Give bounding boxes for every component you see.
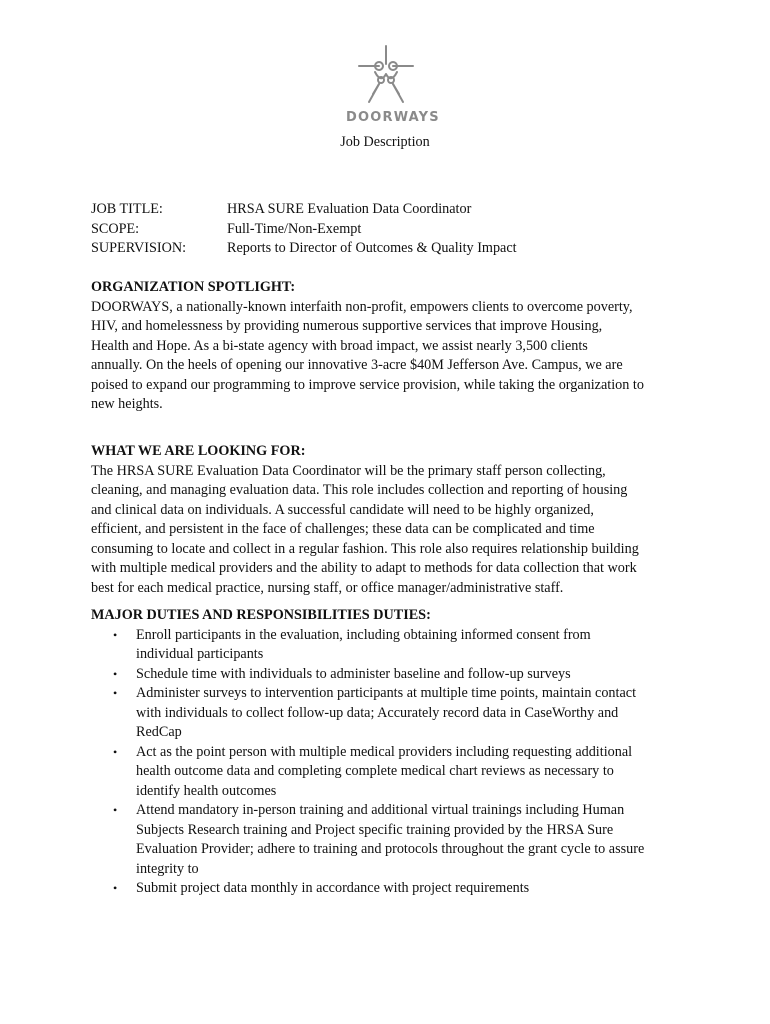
meta-label: SCOPE: <box>91 220 140 237</box>
section-paragraph <box>91 462 691 599</box>
duty-item <box>91 626 691 665</box>
duty-line: individual participants <box>136 646 264 662</box>
meta-row-supervision <box>91 239 517 259</box>
duty-line: Enroll participants in the evaluation, including obtaining informed consent from <box>136 626 591 643</box>
duty-item <box>91 743 691 802</box>
duty-line: integrity to <box>136 860 199 877</box>
paragraph-line: consuming to locate and collect in a regular fashion. This role also requires relationship building <box>91 540 639 557</box>
paragraph-line: HIV, and homelessness by providing numerous supportive services that improve Housing, <box>91 318 603 334</box>
duty-line: Subjects Research training and Project specific training provided by the HRSA Sure <box>136 821 614 838</box>
duties-section <box>91 606 691 899</box>
bullet-icon: • <box>113 803 118 817</box>
meta-value: Reports to Director of Outcomes & Quality Impact <box>227 240 517 256</box>
section-heading: ORGANIZATION SPOTLIGHT: <box>91 279 296 295</box>
paragraph-line: cleaning, and managing evaluation data. This role includes collection and reporting of housing <box>91 482 628 498</box>
duty-line: health outcome data and completing complete medical chart reviews as necessary to <box>136 763 614 779</box>
duty-line: with individuals to collect follow-up data; Accurately record data in CaseWorthy and <box>136 704 619 721</box>
duty-line: Schedule time with individuals to administer baseline and follow-up surveys <box>136 665 571 682</box>
logo-wordmark: DOORWAYS <box>346 110 440 125</box>
bullet-icon: • <box>113 666 118 681</box>
duty-line: RedCap <box>136 724 182 740</box>
meta-label: JOB TITLE: <box>91 201 163 217</box>
meta-row-scope <box>91 220 517 240</box>
doorways-star-icon <box>357 44 415 104</box>
duty-line: identify health outcomes <box>136 782 277 799</box>
paragraph-line: poised to expand our programming to improve service provision, while taking the organization to <box>91 376 644 393</box>
duty-item <box>91 801 691 879</box>
paragraph-line: best for each medical practice, nursing staff, or office manager/administrative staff. <box>91 579 564 596</box>
meta-value: HRSA SURE Evaluation Data Coordinator <box>227 201 472 217</box>
paragraph-line: new heights. <box>91 396 163 412</box>
section-heading: WHAT WE ARE LOOKING FOR: <box>91 443 306 459</box>
duty-line: Administer surveys to intervention participants at multiple time points, maintain contact <box>136 685 637 701</box>
bullet-icon: • <box>113 881 118 895</box>
duty-line: Act as the point person with multiple medical providers including requesting additional <box>136 743 633 760</box>
meta-value: Full-Time/Non-Exempt <box>227 220 362 237</box>
duty-item <box>91 684 691 743</box>
bullet-icon: • <box>113 686 118 700</box>
paragraph-line: DOORWAYS, a nationally-known interfaith non-profit, empowers clients to overcome poverty, <box>91 298 633 315</box>
section-heading: MAJOR DUTIES AND RESPONSIBILITIES DUTIES: <box>91 607 431 623</box>
bullet-icon: • <box>113 744 118 759</box>
paragraph-line: Health and Hope. As a bi-state agency with broad impact, we assist nearly 3,500 clients <box>91 337 588 354</box>
looking-for-section <box>91 442 691 598</box>
duty-line: Evaluation Provider; adhere to training and protocols throughout the grant cycle to assure <box>136 841 645 857</box>
duty-line: Submit project data monthly in accordance with project requirements <box>136 880 530 896</box>
job-meta <box>91 200 517 259</box>
document-title: Job Description <box>340 134 430 150</box>
duty-line: Attend mandatory in-person training and additional virtual trainings including Human <box>136 802 625 818</box>
paragraph-line: and clinical data on individuals. A successful candidate will need to be highly organized, <box>91 501 594 518</box>
meta-label: SUPERVISION: <box>91 240 187 256</box>
organization-spotlight-section <box>91 278 691 415</box>
duty-item <box>91 879 691 899</box>
duties-list <box>91 626 691 899</box>
bullet-icon: • <box>113 627 118 642</box>
section-paragraph <box>91 298 691 415</box>
doorways-logo <box>346 44 440 130</box>
paragraph-line: with multiple medical providers and the ability to adapt to methods for data collection that work <box>91 560 637 576</box>
paragraph-line: The HRSA SURE Evaluation Data Coordinator will be the primary staff person collecting, <box>91 462 606 479</box>
meta-row-job-title <box>91 200 517 220</box>
paragraph-line: efficient, and persistent in the face of challenges; these data can be complicated and time <box>91 521 595 537</box>
duty-item <box>91 665 691 685</box>
paragraph-line: annually. On the heels of opening our innovative 3-acre $40M Jefferson Ave. Campus, we are <box>91 357 623 373</box>
